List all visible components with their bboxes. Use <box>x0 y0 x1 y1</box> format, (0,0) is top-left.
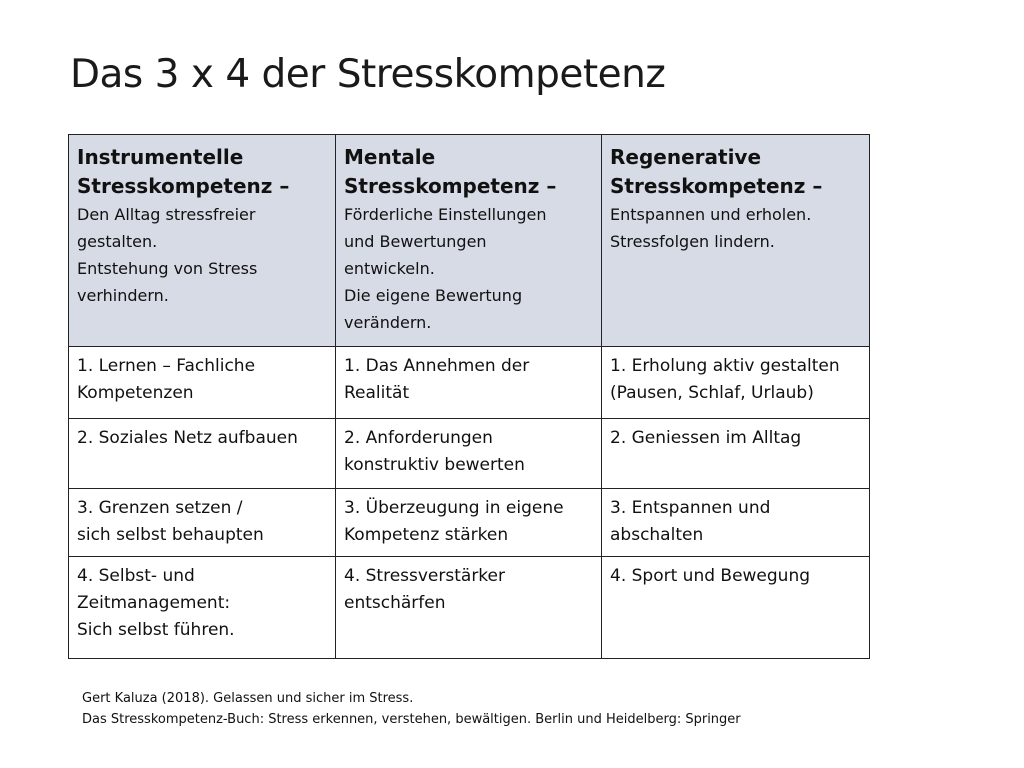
table-cell <box>336 347 602 419</box>
cell-text: 1. Lernen – Fachliche Kompetenzen <box>77 356 256 403</box>
citation-line-1: Gert Kaluza (2018). Gelassen und sicher im Stress. <box>82 691 414 706</box>
cell-text: 2. Geniessen im Alltag <box>610 428 802 448</box>
cell-text: 3. Überzeugung in eigene Kompetenz stärken <box>344 498 564 545</box>
cell-text: 2. Soziales Netz aufbauen <box>77 428 298 448</box>
cell-text: 1. Das Annehmen der Realität <box>344 356 530 403</box>
table-cell <box>69 489 336 557</box>
table-cell <box>69 419 336 489</box>
header-title: Instrumentelle Stresskompetenz – <box>77 145 290 198</box>
table-cell <box>602 347 870 419</box>
cell-text: 3. Entspannen und abschalten <box>610 498 771 545</box>
header-title: Regenerative Stresskompetenz – <box>610 145 823 198</box>
cell-text: 4. Sport und Bewegung <box>610 566 811 586</box>
slide-title: Das 3 x 4 der Stresskompetenz <box>70 52 666 97</box>
header-mental <box>336 135 602 347</box>
table-cell <box>69 557 336 659</box>
header-instrumental <box>69 135 336 347</box>
header-description: Den Alltag stressfreier gestalten. Entstehung von Stress verhindern. <box>77 205 258 305</box>
cell-text: 2. Anforderungen konstruktiv bewerten <box>344 428 525 475</box>
stress-competence-table <box>68 134 870 659</box>
table-cell <box>602 489 870 557</box>
cell-text: 4. Stressverstärker entschärfen <box>344 566 505 613</box>
table-row <box>69 489 870 557</box>
header-regenerative <box>602 135 870 347</box>
table-cell <box>336 489 602 557</box>
table-row <box>69 419 870 489</box>
header-title: Mentale Stresskompetenz – <box>344 145 557 198</box>
header-description: Entspannen und erholen. Stressfolgen lindern. <box>610 205 812 251</box>
table-row <box>69 347 870 419</box>
table-cell <box>336 557 602 659</box>
cell-text: 1. Erholung aktiv gestalten (Pausen, Schlaf, Urlaub) <box>610 356 840 403</box>
cell-text: 3. Grenzen setzen / sich selbst behaupten <box>77 498 264 545</box>
table-cell <box>69 347 336 419</box>
header-description: Förderliche Einstellungen und Bewertungen entwickeln. Die eigene Bewertung verändern. <box>344 205 547 332</box>
table-cell <box>336 419 602 489</box>
table-cell <box>602 557 870 659</box>
table-row <box>69 557 870 659</box>
citation-line-2: Das Stresskompetenz-Buch: Stress erkennen, verstehen, bewältigen. Berlin und Heidelberg: Springer <box>82 712 741 727</box>
citation <box>82 688 741 730</box>
cell-text: 4. Selbst- und Zeitmanagement: Sich selbst führen. <box>77 566 235 640</box>
table-header-row <box>69 135 870 347</box>
table-cell <box>602 419 870 489</box>
